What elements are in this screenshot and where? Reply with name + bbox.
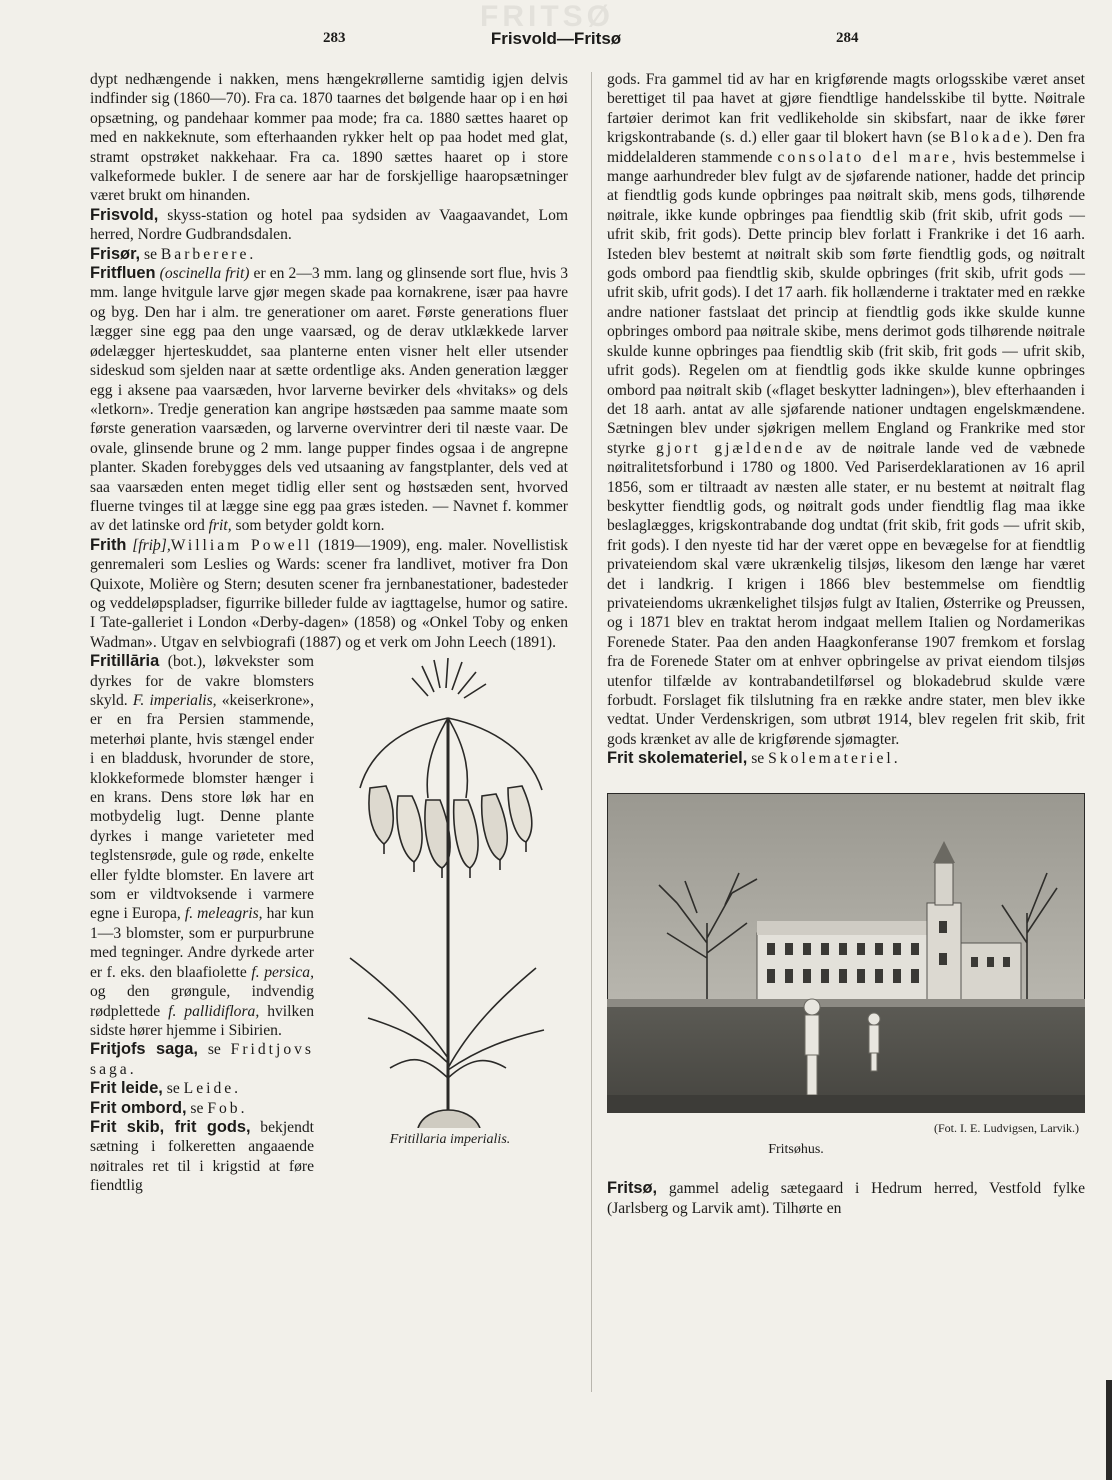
- fritsohus-photograph: [607, 793, 1085, 1113]
- headword: Frisør,: [90, 244, 141, 263]
- entry-fritjofs-saga: Fritjofs saga, se Fridtjovs saga.: [90, 1040, 314, 1078]
- entry-fritillaria: Fritillaria imperialis. Fritillāria (bot.), løkvekster som dyrkes for de vakre blomsters skyld. F. imperialis, «keiserkrone», er en fra Persien stammende, meterhøi plante, hvis stængel ender i en bladdusk, hvorunder de store, klokkeformede blomster hænger i en krans. Dens store løk har en motbydelig lugt. Denne plante dyrkes i mange varieteter med teglstensrøde, gule og røde, enkelte eller fyldte blomster. En lavere art som er vildtvoksende i varmere egne i Europa, f. meleagris, har kun 1—3 blomster, som er purpurbrune med tegninger. Andre dyrkede arter er f. eks. den blaafiolette f. persica, og den grøngule, indvendig rødplettede f. pallidiflora, hvilken sidste hører hjemme i Sibirien.: [90, 652, 568, 1040]
- headword: Frit ombord,: [90, 1098, 187, 1117]
- fritsohus-photo: [607, 793, 1085, 1160]
- photo-credit: (Fot. I. E. Ludvigsen, Larvik.): [934, 1120, 1079, 1135]
- cross-reference[interactable]: Blokade: [950, 129, 1024, 147]
- page-number-right: 284: [836, 30, 859, 46]
- entry-frisor: Frisør, se Barberere.: [90, 244, 254, 263]
- headword: Fritjofs saga,: [90, 1040, 198, 1059]
- fritillaria-illustration: [324, 658, 576, 1158]
- latin-name: (oscinella frit): [159, 265, 250, 283]
- page-number-left: 283: [323, 30, 346, 46]
- entry-frit-ombord: Frit ombord, se Fob.: [90, 1098, 245, 1117]
- left-column: [90, 70, 568, 1196]
- headword: Fritfluen: [90, 264, 156, 283]
- photo-caption: Fritsøhus.: [768, 1142, 824, 1158]
- bleed-through-text: FRITSØ: [480, 0, 614, 33]
- headword: Frit skolemateriel,: [607, 749, 748, 768]
- running-title: Frisvold—Fritsø: [490, 29, 622, 48]
- entry-frisvold: [90, 206, 568, 245]
- entry-text: gammel adelig sætegaard i Hedrum herred, Vestfold fylke (Jarlsberg og Larvik amt). Tilhørte en: [607, 1180, 1085, 1217]
- entry-text: skyss-station og hotel paa sydsiden av Vaagaavandet, Lom herred, Nordre Gudbrandsdalen.: [90, 206, 568, 244]
- headword: Frit leide,: [90, 1079, 163, 1098]
- fritillaria-drawing: [330, 658, 570, 1128]
- entry-frit-skolemateriel: Frit skolemateriel, se Skolemateriel.: [607, 749, 898, 768]
- cross-reference[interactable]: Skolemateriel: [768, 750, 894, 768]
- cross-reference[interactable]: Fob: [207, 1099, 241, 1117]
- entry-frit-skib-continuation: gods. Fra gammel tid av har en krigførende magts orlogsskibe været anset berettiget til paa havet at gjøre fiendtlige handelsskibe til bytte. Nøitrale fartøier derimot kan frit vedlikeholde sin skibsfart, naar de ikke fører krigskontrabande (s. d.) eller gaar til blokert havn (se Blokade). Den fra middelalderen stammende consolato del mare, hvis bestemmelse i mange aarhundreder blev fulgt av de sjøfarende nationer, hadde det princip at fiendtlig gods kunde opbringes paa nøitralt skib, mens gods, tilhørende nøitrale, ikke kunde opbringes paa fiendtlig skib (frit skib, ufrit gods — ufrit skib, frit gods). Dette princip blev forlatt i Frankrike i det 16 aarh. Isteden blev bestemt at nøitralt skib som førte fiendtlig gods, og nøitralt gods ombord paa fiendtlig skib, skulde opbringes (frit skib, ufrit gods — ufrit skib, ufrit gods). I det 17 aarh. fik hollænderne i traktater med en række andre nationer fastslaat det princip at fiendtlig gods ikke skulde kunne opbringes ombord paa nøitrale skibe, mens derimot gods tilhørende nøitrale skulde kunne opbringes paa fiendtlig skib (frit skib, frit gods — ufrit skib, ufrit gods). Regelen om at fiendtlig gods ikke skulde kunne opbringes ombord paa nøitralt skib («flaget beskytter ladningen»), blev efterhaanden i det 18 aarh. antat av alle sjøfarende nationer undtagen engelskmændene. Sætningen blev under sjøkrigen mellem England og Frankrike med stor styrke gjort gjældende av de nøitrale lande ved de væbnede nøitralitetsforbund i 1780 og 1800. Ved Pariserdeklarationen av 16 april 1856, som er tiltraadt av næsten alle stater, er nu bestemt at nøitralt flag beskytter fiendtlig gods, og nøitralt gods under fiendtlig flag maa ikke beslaglægges, krigskontrabande dog undtat (frit skib, frit gods — ufrit skib, frit gods). I den nyeste tid har der været oppe en bevægelse for at fiendtlig privateiendom skal være ukrænkelig tilsjøs, likesom den længe har været det i landkrig. I krigen i 1866 blev bestemmelse om fiendtlig privateiendoms ukrænkelighet tilsjøs fulgt av Italien, Østerrike og Preussen, og i 1871 blev en traktat herom indgaat mellem Italien og Nordamerikas Forenede Stater. Paa den anden Haagkonferanse 1907 fremkom et forslag fra de Forenede Stater om at enhver opbringelse av privat eiendom tilsjøs utenfor tilfælde av kontrabandetilførsel og blokadebrud skulde være forbudt. Forslaget fik tilslutning fra en række andre stater, men blev ikke vedtat. Under Verdenskrigen, som utbrøt 1914, blev regelen frit skib, frit gods krænket av alle de krigførende sjømagter.: [607, 71, 1085, 748]
- entry-frith: [90, 536, 568, 652]
- entry-text: (1819—1909), eng. maler. Novellistisk genremaleri som Leslies og Wards: scener fra landlivet, motiver fra Don Quixote, Molière og Stern; desuten scener fra jernbanestationer, badesteder og veddeløpspladser, figurrike billeder fulde av iagttagelse, humor og satire. I Tate-galleriet i London «Derby-dagen» (1858) og «Onkel Toby og enken Wadman». Utgav en selvbiografi (1887) og et verk om John Leech (1891).: [90, 536, 568, 651]
- headword: Frisvold,: [90, 205, 159, 224]
- cross-reference[interactable]: Fridtjovs saga: [90, 1041, 314, 1078]
- figure-caption: Fritillaria imperialis.: [389, 1132, 511, 1148]
- entry-frit-leide: Frit leide, se Leide.: [90, 1079, 239, 1098]
- right-column: [607, 70, 1085, 1218]
- entry-hair-continuation: dypt nedhængende i nakken, mens hængekrøllerne samtidig igjen delvis indfinder sig (1860—70). Fra ca. 1870 taarnes det bølgende haar op i en høi opsætning, og pandehaar kommer paa mode; fra ca. 1880 sættes haaret op med en nakkeknute, som efterhaanden rykker helt op paa hodet med glat, stramt opstrøket nakkehaar. Fra ca. 1890 sættes haaret op i store valkeformede bukler. I de senere aar har de forskjellige haaropsætninger været brukt om hinanden.: [90, 71, 568, 205]
- headword: Fritillāria: [90, 652, 160, 671]
- entry-text: er en 2—3 mm. lang og glinsende sort flue, hvis 3 mm. lange hvitgule larve gjør megen skade paa kornakrene, især paa havre og byg. Den har i alm. tre generationer om aaret. Første generations fluer lægger sine egg paa den unge vaarsæd, og de derav utklækkede larver ødelægger hjerteskuddet, saa planterne enten visner helt eller utsender sideskud som sjelden naar at sætte ordentlige aks. Anden generation lægger egg i aksene paa vaarsæden, hvor larverne bevirker dels «hvitaks» og dels «letkorn». Tredje generation kan angripe høstsæden paa samme maate som første generation vaarsæden, og larverne overvintrer deri til næste vaar. De ovale, glinsende brune og 2 mm. lange pupper findes ogsaa i de angrepne planter. Skaden forebygges dels ved utsaaning av fangstplanter, dels ved at saa vaarsæden enten meget tidlig eller sent og høstsæden sent, hvorved fluerne tvinges til at lægge sine egg paa græs isteden. — Navnet f. kommer av det latinske ord: [90, 265, 568, 535]
- headword: Fritsø,: [607, 1179, 658, 1198]
- headword: Frith: [90, 535, 127, 554]
- entry-fritso: [607, 1179, 1085, 1218]
- cross-reference[interactable]: Barberere: [160, 245, 250, 263]
- person-name: William Powell: [170, 536, 313, 554]
- cross-reference[interactable]: Leide: [183, 1080, 235, 1098]
- entry-text: bekjendt sætning i folkeretten angaaende nøitrales ret til i krigstid at føre fiendtlig: [90, 1118, 314, 1195]
- headword: Frit skib, frit gods,: [90, 1117, 251, 1136]
- page-edge-shadow: [1106, 1380, 1112, 1480]
- column-divider: [591, 72, 592, 1392]
- consolato-del-mare: consolato del mare,: [777, 148, 959, 166]
- entry-fritfluen: Fritfluen (oscinella frit) er en 2—3 mm. lang og glinsende sort flue, hvis 3 mm. lange hvitgule larve gjør megen skade paa kornakrene, især paa havre og byg. Den har i alm. tre generationer om aaret. Første generations fluer lægger sine egg paa den unge vaarsæd, og de derav utklækkede larver ødelægger hjerteskuddet, saa planterne enten visner helt eller utsender sideskud som sjelden naar at sætte ordentlige aks. Anden generation lægger egg i aksene paa vaarsæden, hvor larverne bevirker dels «hvitaks» og dels «letkorn». Tredje generation kan angripe høstsæden paa samme maate som første generation vaarsæden, og larverne overvintrer deri til næste vaar. De ovale, glinsende brune og 2 mm. lange pupper findes ogsaa i de angrepne planter. Skaden forebygges dels ved utsaaning av fangstplanter, dels ved at saa vaarsæden enten meget tidlig eller sent og høstsæden sent, hvorved fluerne tvinges til at lægge sine egg paa græs isteden. — Navnet f. kommer av det latinske ord frit, som betyder goldt korn.: [90, 264, 568, 535]
- pronunciation: [friþ],: [132, 536, 171, 554]
